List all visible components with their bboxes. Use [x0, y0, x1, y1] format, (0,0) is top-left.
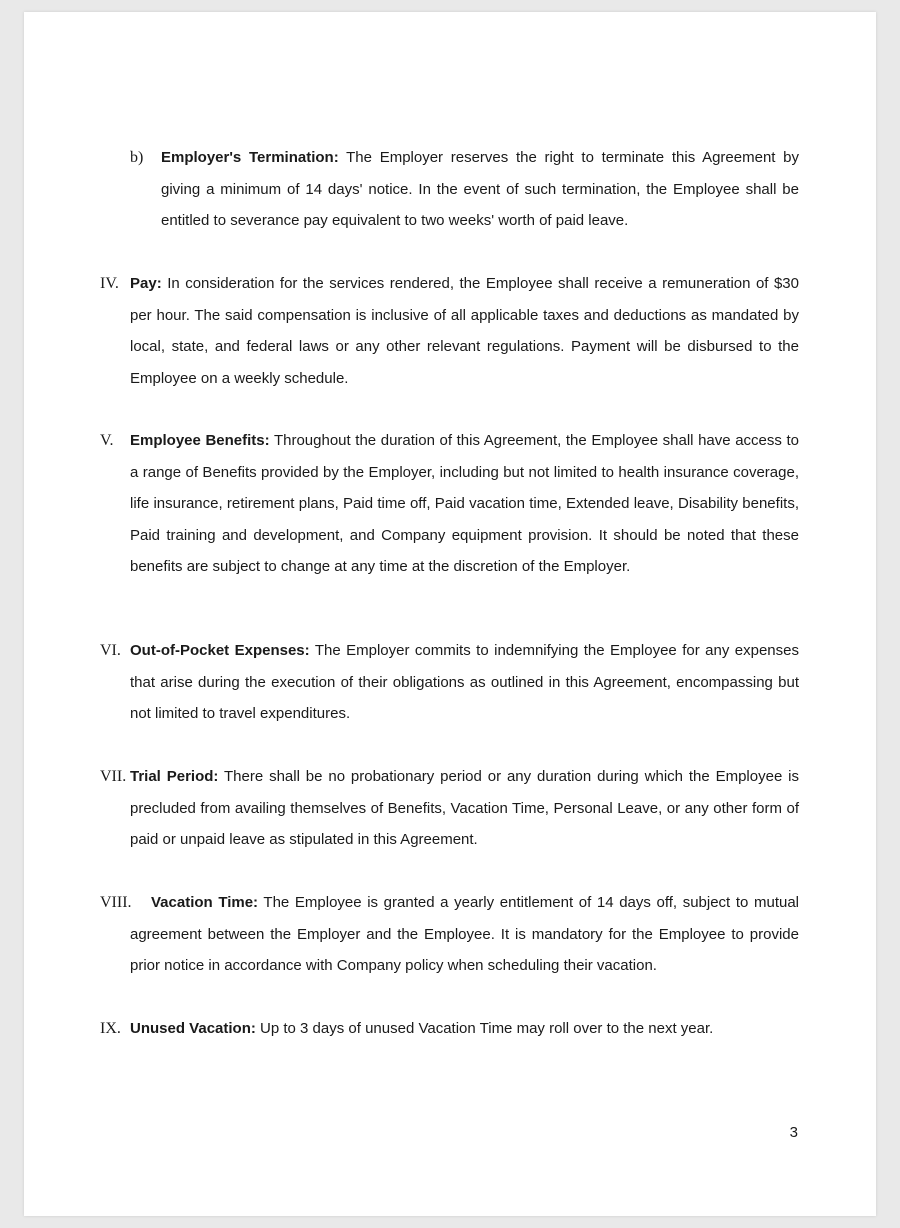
section-title: Out-of-Pocket Expenses: [130, 642, 310, 659]
clause-title: Employer's Termination: [161, 149, 339, 166]
clause-body [161, 142, 799, 237]
section-text: In consideration for the services rendered, the Employee shall receive a remuneration of $30 per hour. The said compensation is inclusive of all applicable taxes and deductions as mandated by local, state, and federal laws or any other relevant regulations. Payment will be disbursed to the Employee on a weekly schedule. [130, 275, 799, 387]
section-v-employee-benefits [100, 425, 799, 583]
section-title: Employee Benefits: [130, 432, 270, 449]
section-marker: V. [100, 432, 114, 449]
clause-text: The Employer reserves the right to terminate this Agreement by giving a minimum of 14 days' notice. In the event of such termination, the Employee shall be entitled to severance pay equivalent to two weeks' worth of paid leave. [161, 149, 799, 229]
section-marker: IX. [100, 1020, 121, 1037]
section-marker: IV. [100, 275, 119, 292]
section-text: The Employee is granted a yearly entitlement of 14 days off, subject to mutual agreement between the Employer and the Employee. It is mandatory for the Employee to provide prior notice in accordance with Company policy when scheduling their vacation. [130, 894, 799, 974]
section-viii-vacation-time [100, 887, 799, 982]
clause-marker: b) [130, 149, 144, 166]
section-title: Trial Period: [130, 768, 219, 785]
clause-b-employers-termination [130, 142, 799, 237]
section-body [130, 1013, 799, 1045]
section-vi-out-of-pocket-expenses [100, 635, 799, 730]
section-title: Vacation Time: [151, 894, 259, 911]
section-vii-trial-period [100, 761, 799, 856]
section-body [130, 761, 799, 856]
section-title: Unused Vacation: [130, 1020, 256, 1037]
section-body [130, 268, 799, 394]
section-marker: VII. [100, 768, 127, 785]
section-marker: VI. [100, 642, 121, 659]
section-body [130, 887, 799, 982]
section-body [130, 635, 799, 730]
section-text: The Employer commits to indemnifying the Employee for any expenses that arise during the execution of their obligations as outlined in this Agreement, encompassing but not limited to travel expenditures. [130, 642, 799, 722]
page-number: 3 [789, 1124, 798, 1141]
document-page [24, 12, 876, 1216]
section-text: Throughout the duration of this Agreement, the Employee shall have access to a range of Benefits provided by the Employer, including but not limited to health insurance coverage, life insurance, retirement plans, Paid time off, Paid vacation time, Extended leave, Disability benefits, Paid training and development, and Company equipment provision. It should be noted that these benefits are subject to change at any time at the discretion of the Employer. [130, 432, 799, 575]
section-body [130, 425, 799, 583]
section-text: Up to 3 days of unused Vacation Time may roll over to the next year. [260, 1020, 714, 1037]
section-ix-unused-vacation [100, 1013, 799, 1045]
section-iv-pay [100, 268, 799, 394]
section-title: Pay: [130, 275, 162, 292]
section-text: There shall be no probationary period or any duration during which the Employee is precluded from availing themselves of Benefits, Vacation Time, Personal Leave, or any other form of paid or unpaid leave as stipulated in this Agreement. [130, 768, 799, 848]
section-marker: VIII. [100, 894, 132, 911]
